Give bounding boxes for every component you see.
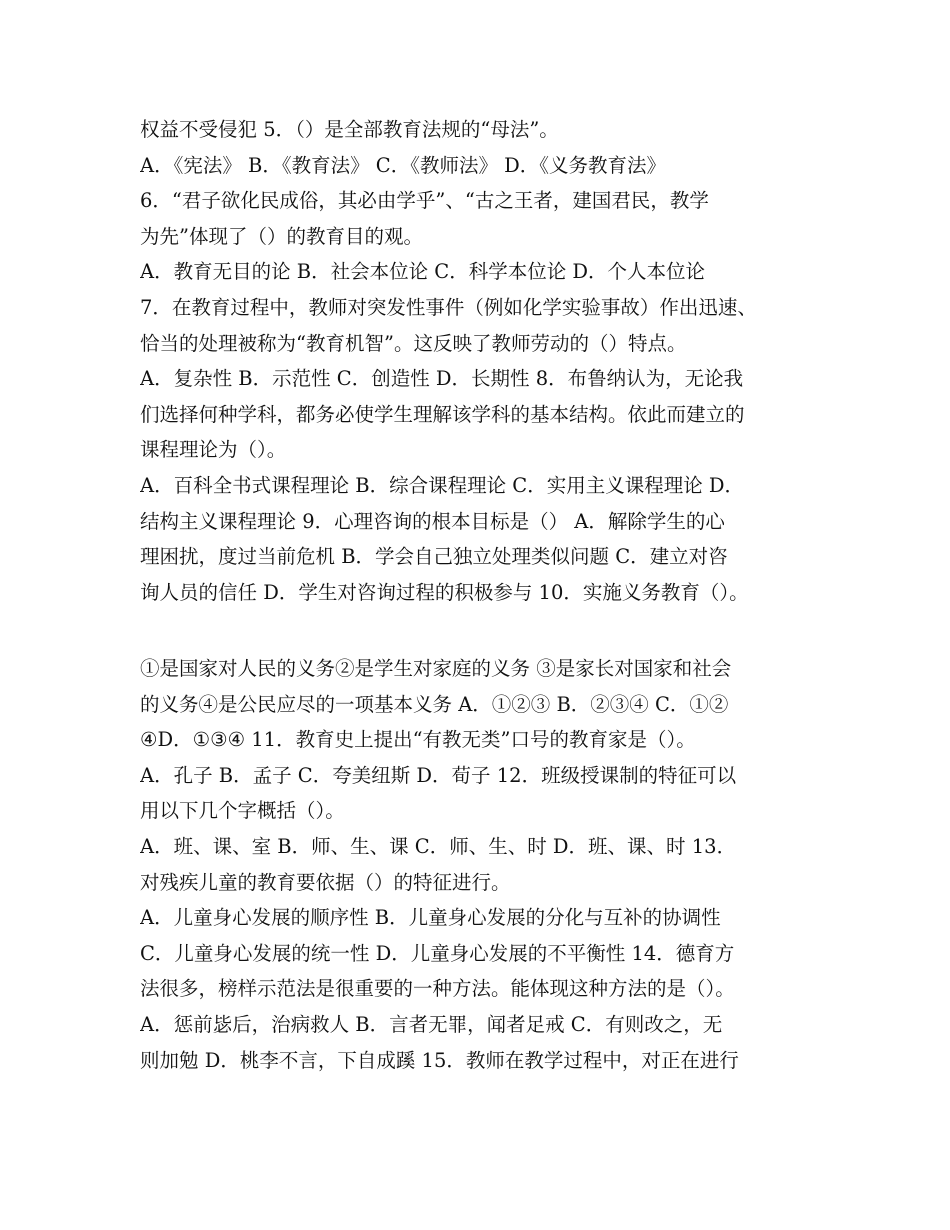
text-line: A．《宪法》 B．《教育法》 C．《教师法》 D．《义务教育法》 bbox=[140, 153, 667, 177]
text-line: A．孔子 B．孟子 C．夸美纽斯 D．荀子 12．班级授课制的特征可以 bbox=[140, 763, 737, 787]
exam-text-block-upper bbox=[140, 112, 830, 610]
text-line: A．复杂性 B．示范性 C．创造性 D．长期性 8．布鲁纳认为，无论我 bbox=[140, 367, 744, 391]
text-line: A．班、课、室 B．师、生、课 C．师、生、时 D．班、课、时 13． bbox=[140, 834, 737, 858]
text-line: 对残疾儿童的教育要依据（）的特征进行。 bbox=[140, 870, 511, 894]
text-line: 的义务④是公民应尽的一项基本义务 A．①②③ B．②③④ C．①② bbox=[140, 692, 729, 716]
text-line: 结构主义课程理论 9．心理咨询的根本目标是（） A．解除学生的心 bbox=[140, 509, 725, 533]
text-line: A．百科全书式课程理论 B．综合课程理论 C．实用主义课程理论 D． bbox=[140, 473, 745, 497]
text-line: A．教育无目的论 B．社会本位论 C．科学本位论 D．个人本位论 bbox=[140, 260, 706, 284]
text-line: 6．“君子欲化民成俗，其必由学乎”、“古之王者，建国君民，教学 bbox=[140, 189, 709, 213]
text-line: 用以下几个字概括（）。 bbox=[140, 799, 345, 823]
text-line: 法很多，榜样示范法是很重要的一种方法。能体现这种方法的是（）。 bbox=[140, 977, 735, 1001]
text-line: 为先”体现了（）的教育目的观。 bbox=[140, 224, 423, 248]
text-line: C．儿童身心发展的统一性 D．儿童身心发展的不平衡性 14．德育方 bbox=[140, 941, 735, 965]
text-line: 恰当的处理被称为“教育机智”。这反映了教师劳动的（）特点。 bbox=[140, 331, 687, 355]
text-line: A．儿童身心发展的顺序性 B．儿童身心发展的分化与互补的协调性 bbox=[140, 906, 721, 930]
text-line: A．惩前毖后，治病救人 B．言者无罪，闻者足戒 C．有则改之，无 bbox=[140, 1012, 723, 1036]
text-line: 理困扰，度过当前危机 B．学会自己独立处理类似问题 C．建立对咨 bbox=[140, 545, 728, 569]
text-line: 询人员的信任 D．学生对咨询过程的积极参与 10．实施义务教育（）。 bbox=[140, 580, 749, 604]
text-line: ④D．①③④ 11．教育史上提出“有教无类”口号的教育家是（）。 bbox=[140, 728, 696, 752]
text-line: 则加勉 D．桃李不言，下自成蹊 15．教师在教学过程中，对正在进行 bbox=[140, 1048, 739, 1072]
text-line: 7．在教育过程中，教师对突发性事件（例如化学实验事故）作出迅速、 bbox=[140, 295, 757, 319]
text-line: 课程理论为（）。 bbox=[140, 438, 287, 462]
text-line: 们选择何种学科，都务必使学生理解该学科的基本结构。依此而建立的 bbox=[140, 402, 745, 426]
text-line: 权益不受侵犯 5．（）是全部教育法规的“母法”。 bbox=[140, 118, 559, 141]
exam-text-block-lower bbox=[140, 651, 830, 1078]
text-line: ①是国家对人民的义务②是学生对家庭的义务 ③是家长对国家和社会 bbox=[140, 657, 732, 680]
